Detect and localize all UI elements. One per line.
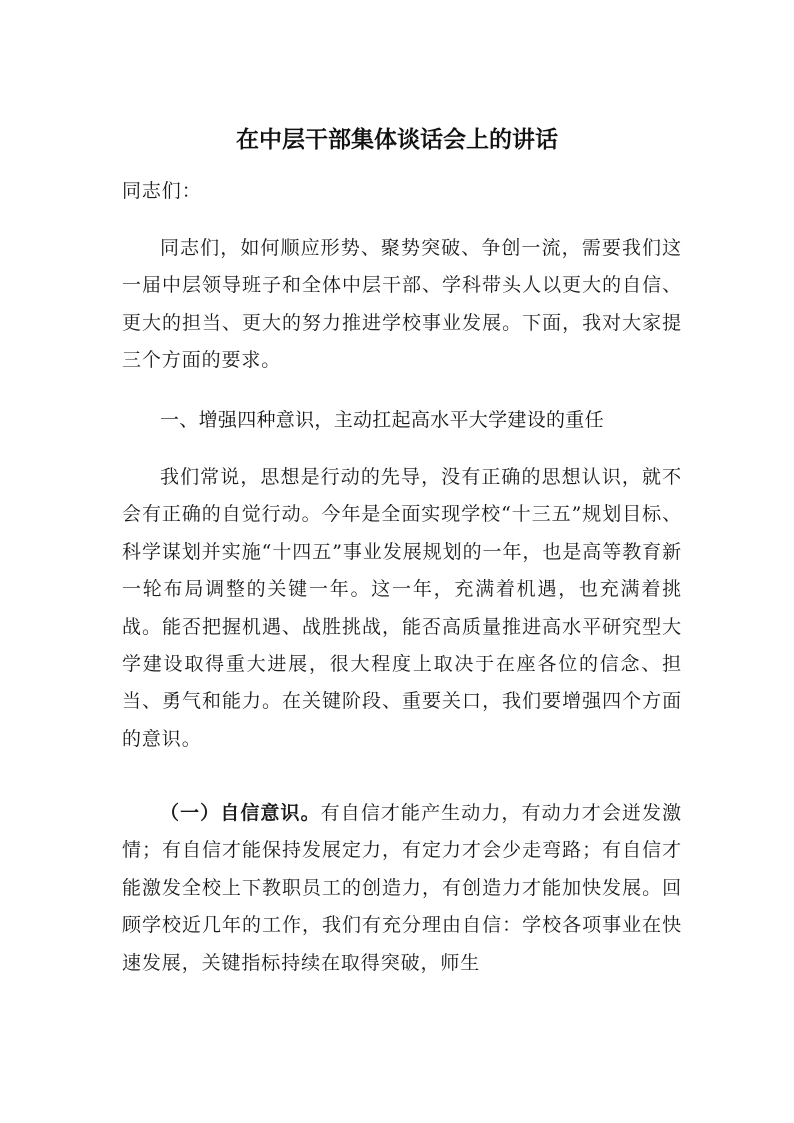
paragraph-1: 同志们，如何顺应形势、聚势突破、争创一流，需要我们这一届中层领导班子和全体中层干部、学科带头人以更大的自信、更大的担当、更大的努力推进学校事业发展。下面，我对大家提三个方面的要求。 [122,237,682,372]
paragraph-3 [122,795,682,982]
paragraph-2: 我们常说，思想是行动的先导，没有正确的思想认识，就不会有正确的自觉行动。今年是全面实现学校“十三五”规划目标、科学谋划并实施“十四五”事业发展规划的一年，也是高等教育新一轮布局调整的关键一年。这一年，充满着机遇，也充满着挑战。能否把握机遇、战胜挑战，能否高质量推进高水平研究型大学建设取得重大进展，很大程度上取决于在座各位的信念、担当、勇气和能力。在关键阶段、重要关口，我们要增强四个方面的意识。 [122,466,682,750]
greeting: 同志们： [122,180,202,202]
document-title: 在中层干部集体谈话会上的讲话 [236,127,558,153]
paragraph-3-lead: （一）自信意识。 [160,802,321,824]
section-heading-1: 一、增强四种意识，主动扛起高水平大学建设的重任 [160,409,604,431]
paragraph-3-body: 有自信才能产生动力，有动力才会迸发激情；有自信才能保持发展定力，有定力才会少走弯路；有自信才能激发全校上下教职员工的创造力，有创造力才能加快发展。回顾学校近几年的工作，我们有充分理由自信：学校各项事业在快速发展，关键指标持续在取得突破，师生 [122,802,682,974]
